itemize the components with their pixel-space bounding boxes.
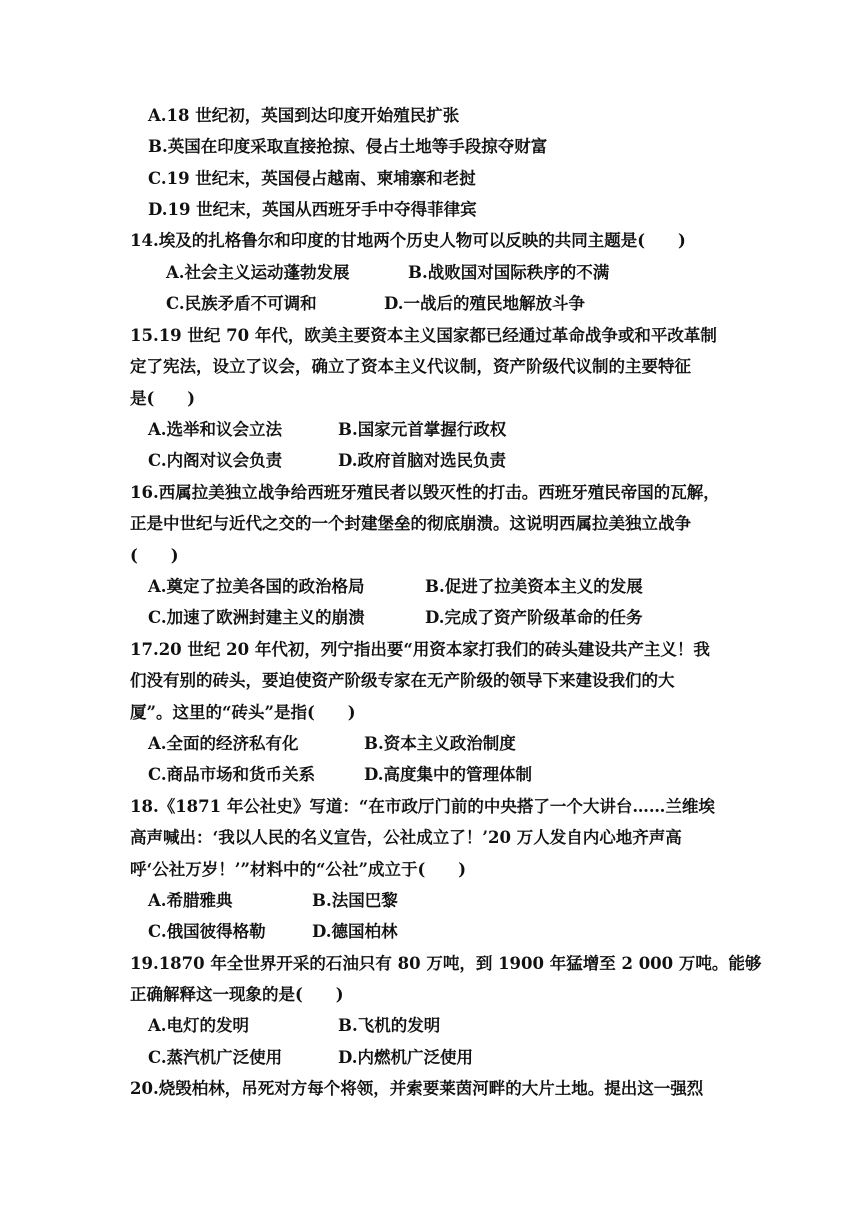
q17-option-d: D.高度集中的管理体制 <box>364 765 532 784</box>
q19-stem-line-2: 正确解释这一现象的是( ) <box>130 985 344 1004</box>
q17-stem-line-1: 17.20 世纪 20 年代初，列宁指出要“用资本家打我们的砖头建设共产主义！我 <box>130 640 710 659</box>
q17-stem-line-3: 厦”。这里的“砖头”是指( ) <box>130 703 356 722</box>
q14-option-d: D.一战后的殖民地解放斗争 <box>384 294 585 313</box>
q18-option-a: A.希腊雅典 <box>148 891 233 910</box>
q18-stem-line-2: 高声喊出：‘我以人民的名义宣告，公社成立了！’20 万人发自内心地齐声高 <box>130 828 682 847</box>
q17-option-b: B.资本主义政治制度 <box>364 734 516 753</box>
q13-option-c: C.19 世纪末，英国侵占越南、柬埔寨和老挝 <box>148 169 476 188</box>
q20-stem-line-1: 20.烧毁柏林，吊死对方每个将领，并索要莱茵河畔的大片土地。提出这一强烈 <box>130 1079 704 1098</box>
q14-option-b: B.战败国对国际秩序的不满 <box>408 263 610 282</box>
q19-stem-line-1: 19.1870 年全世界开采的石油只有 80 万吨，到 1900 年猛增至 2 000 万吨。能够 <box>130 954 762 973</box>
q18-stem-line-1: 18.《1871 年公社史》写道：“在市政厅门前的中央搭了一个大讲台……兰维埃 <box>130 797 715 816</box>
q18-stem-line-3: 呼‘公社万岁！’”材料中的“公社”成立于( ) <box>130 860 467 879</box>
q14-stem: 14.埃及的扎格鲁尔和印度的甘地两个历史人物可以反映的共同主题是( ) <box>130 231 686 250</box>
q13-option-b: B.英国在印度采取直接抢掠、侵占土地等手段掠夺财富 <box>148 137 548 156</box>
q17-option-a: A.全面的经济私有化 <box>148 734 299 753</box>
q15-stem-line-3: 是( ) <box>130 389 196 408</box>
q16-stem-line-2: 正是中世纪与近代之交的一个封建堡垒的彻底崩溃。这说明西属拉美独立战争 <box>130 514 691 533</box>
q16-option-b: B.促进了拉美资本主义的发展 <box>425 577 643 596</box>
q19-option-d: D.内燃机广泛使用 <box>338 1048 473 1067</box>
q15-option-c: C.内阁对议会负责 <box>148 451 283 470</box>
q15-option-b: B.国家元首掌握行政权 <box>338 420 507 439</box>
q13-option-d: D.19 世纪末，英国从西班牙手中夺得菲律宾 <box>148 200 477 219</box>
q15-option-d: D.政府首脑对选民负责 <box>338 451 506 470</box>
q16-option-c: C.加速了欧洲封建主义的崩溃 <box>148 608 365 627</box>
q19-option-a: A.电灯的发明 <box>148 1016 250 1035</box>
q17-stem-line-2: 们没有别的砖头，要迫使资产阶级专家在无产阶级的领导下来建设我们的大 <box>130 671 675 690</box>
q18-option-d: D.德国柏林 <box>312 922 398 941</box>
q15-stem-line-1: 15.19 世纪 70 年代，欧美主要资本主义国家都已经通过革命战争或和平改革制 <box>130 326 717 345</box>
q15-stem-line-2: 定了宪法，设立了议会，确立了资本主义代议制，资产阶级代议制的主要特征 <box>130 357 691 376</box>
q18-option-b: B.法国巴黎 <box>312 891 398 910</box>
q13-option-a: A.18 世纪初，英国到达印度开始殖民扩张 <box>148 106 460 125</box>
q14-option-a: A.社会主义运动蓬勃发展 <box>166 263 350 282</box>
q16-option-d: D.完成了资产阶级革命的任务 <box>425 608 643 627</box>
q18-option-c: C.俄国彼得格勒 <box>148 922 266 941</box>
q16-stem-line-1: 16.西属拉美独立战争给西班牙殖民者以毁灭性的打击。西班牙殖民帝国的瓦解， <box>130 483 720 502</box>
q17-option-c: C.商品市场和货币关系 <box>148 765 316 784</box>
q14-option-c: C.民族矛盾不可调和 <box>166 294 317 313</box>
q16-stem-line-3: ( ) <box>130 546 179 565</box>
q19-option-c: C.蒸汽机广泛使用 <box>148 1048 283 1067</box>
q15-option-a: A.选举和议会立法 <box>148 420 283 439</box>
q19-option-b: B.飞机的发明 <box>338 1016 441 1035</box>
q16-option-a: A.奠定了拉美各国的政治格局 <box>148 577 365 596</box>
